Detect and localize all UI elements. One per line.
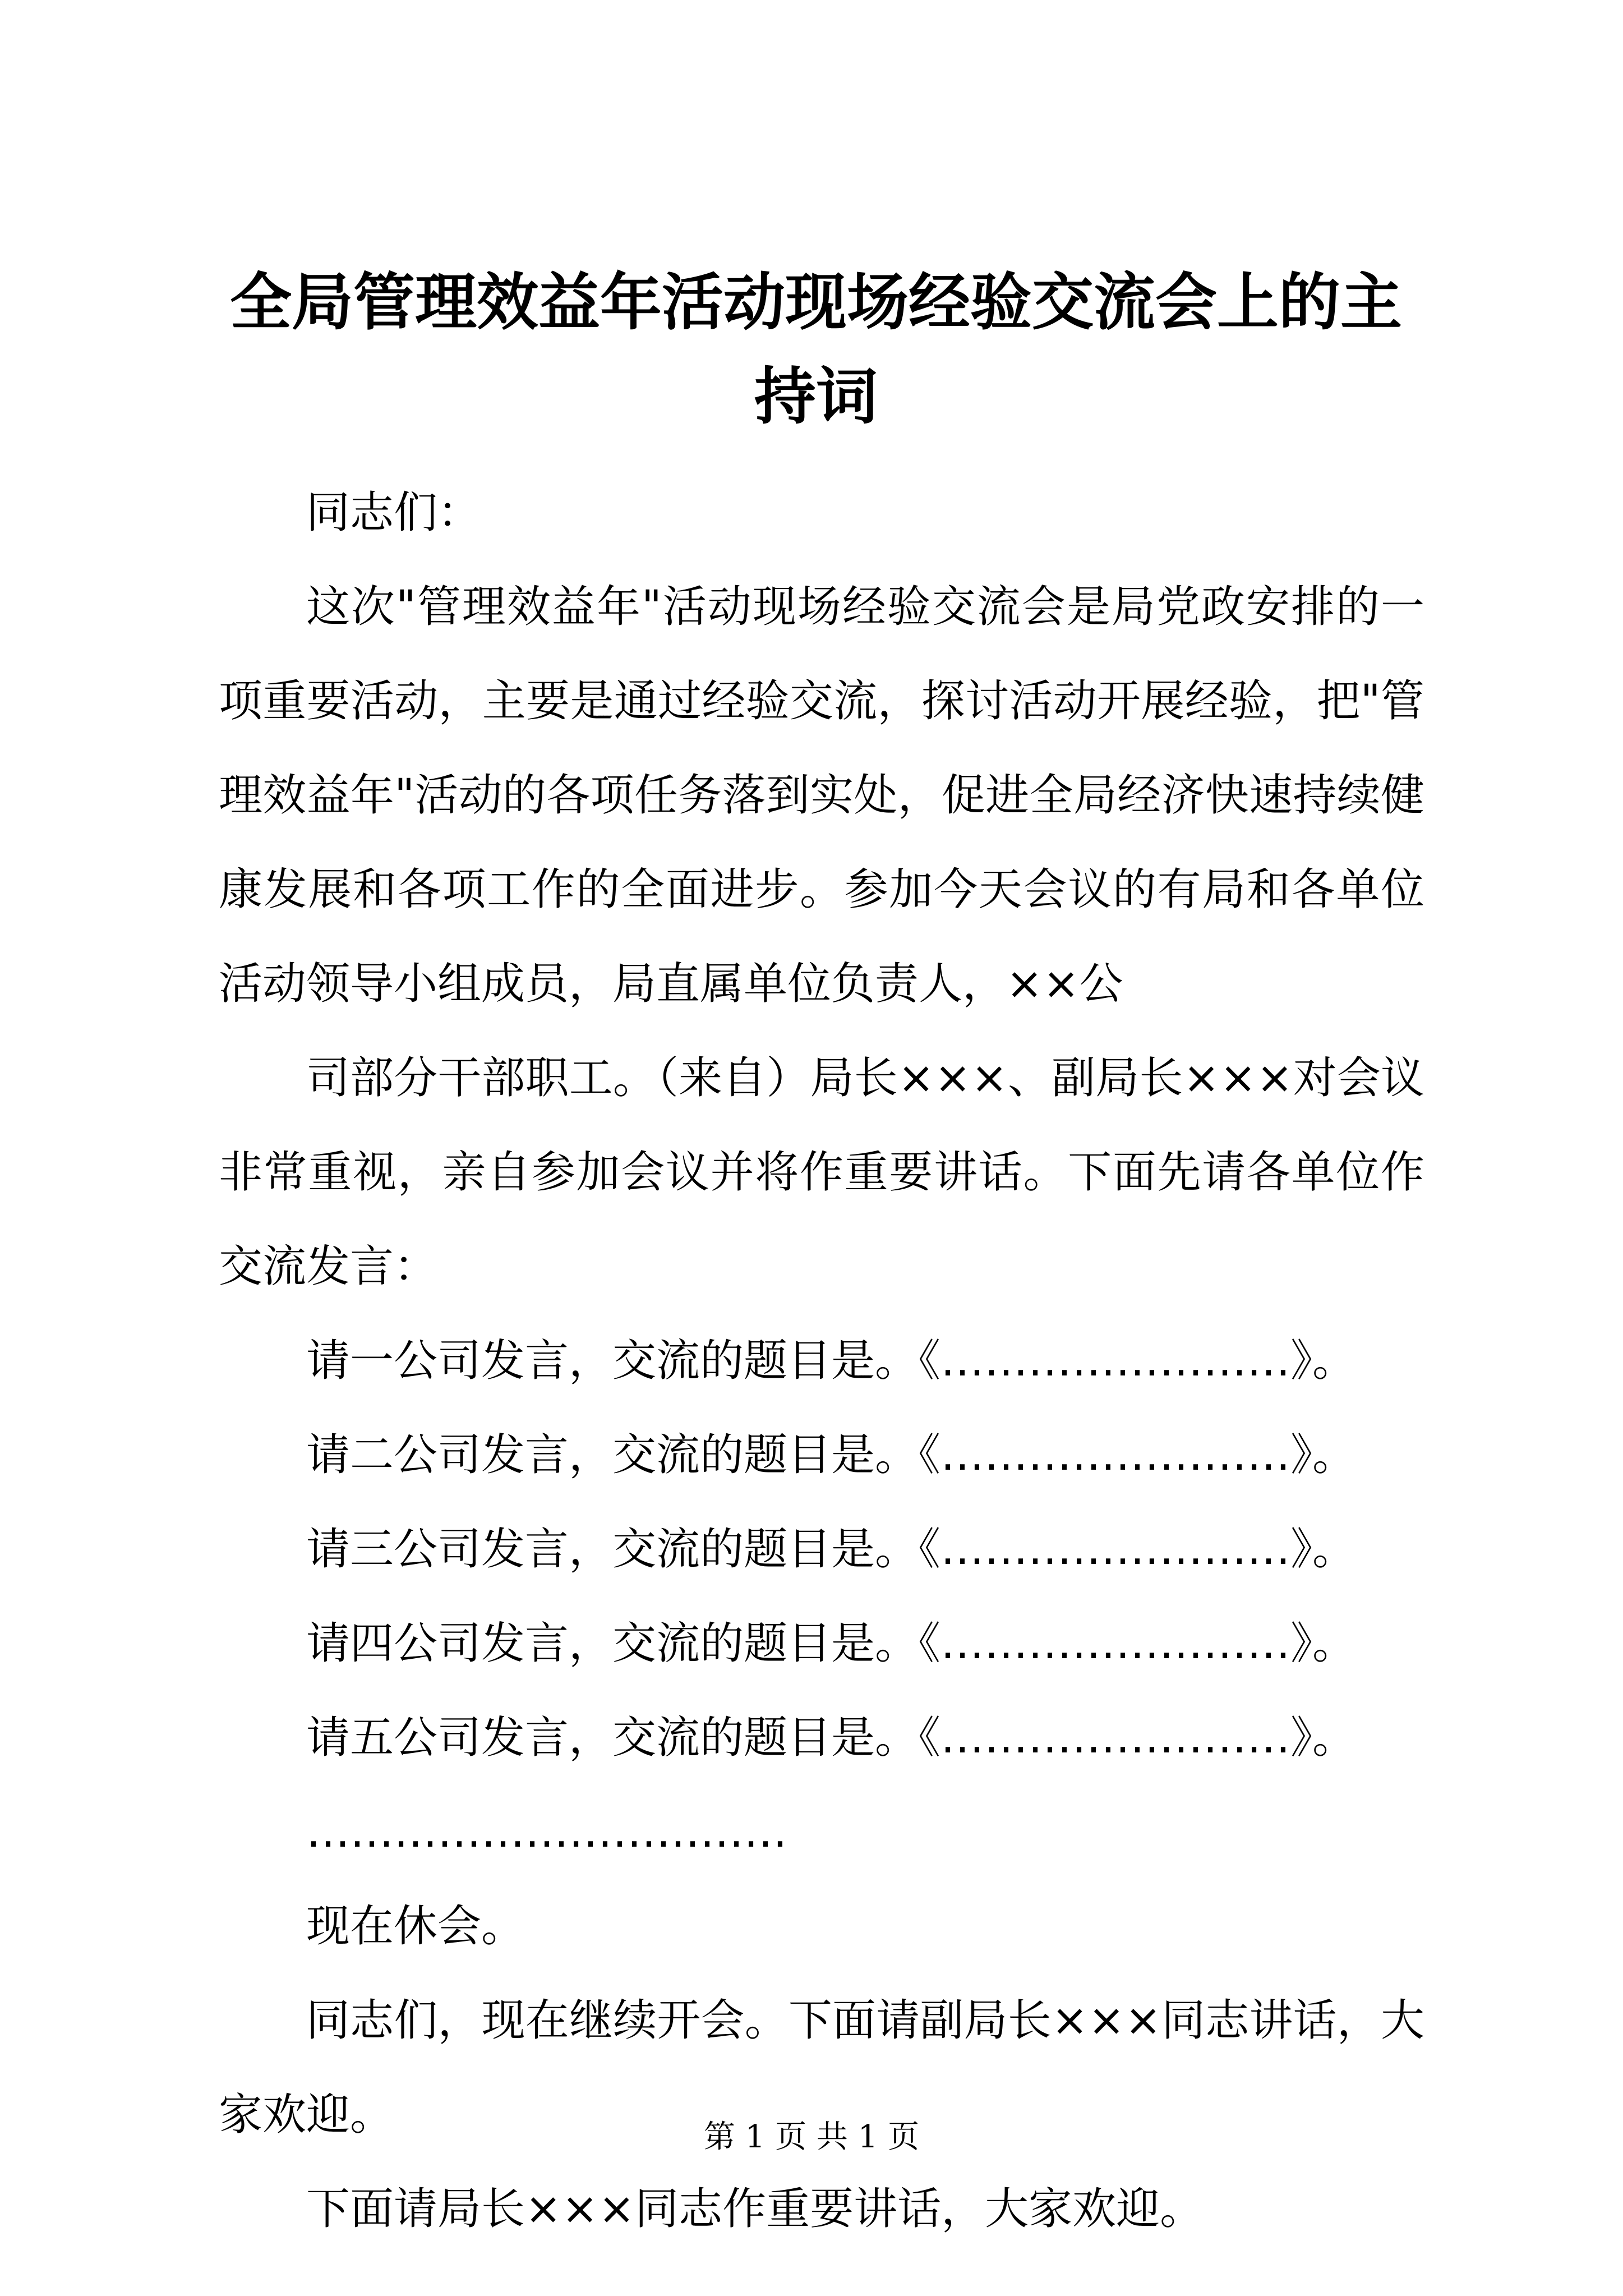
resume-paragraph: 同志们，现在继续开会。下面请副局长×××同志讲话，大家欢迎。 xyxy=(219,1995,1424,2140)
intro-paragraph: 这次"管理效益年"活动现场经验交流会是局党政安排的一项重要活动，主要是通过经验交流，探讨活动开展经验，把"管理效益年"活动的各项任务落到实处，促进全局经济快速持续健康发展和各项工作的全面进步。参加今天会议的有局和各单位活动领导小组成员，局直属单位负责人，××公 xyxy=(219,582,1424,1009)
closing-paragraph: 下面请局长×××同志作重要讲话，大家欢迎。 xyxy=(306,2184,1204,2234)
document-title: 全局管理效益年活动现场经验交流会上的主持词 xyxy=(230,266,1402,432)
ellipsis-line: …………………………… xyxy=(306,1807,787,1857)
speaker-line-1: 请一公司发言，交流的题目是。《……………………》。 xyxy=(306,1336,1357,1386)
page-number-footer: 第 1 页 共 1 页 xyxy=(703,2119,920,2155)
speaker-line-2: 请二公司发言，交流的题目是。《……………………》。 xyxy=(306,1430,1357,1480)
greeting-paragraph: 同志们： xyxy=(306,487,482,538)
speaker-line-3: 请三公司发言，交流的题目是。《……………………》。 xyxy=(306,1524,1357,1575)
speaker-line-4: 请四公司发言，交流的题目是。《……………………》。 xyxy=(306,1618,1357,1669)
document-body xyxy=(219,466,1424,2256)
speaker-line-5: 请五公司发言，交流的题目是。《……………………》。 xyxy=(306,1713,1357,1763)
recess-paragraph: 现在休会。 xyxy=(306,1901,525,1952)
attendance-paragraph: 司部分干部职工。（来自）局长×××、副局长×××对会议非常重视，亲自参加会议并将作重要讲话。下面先请各单位作交流发言： xyxy=(219,1053,1424,1292)
